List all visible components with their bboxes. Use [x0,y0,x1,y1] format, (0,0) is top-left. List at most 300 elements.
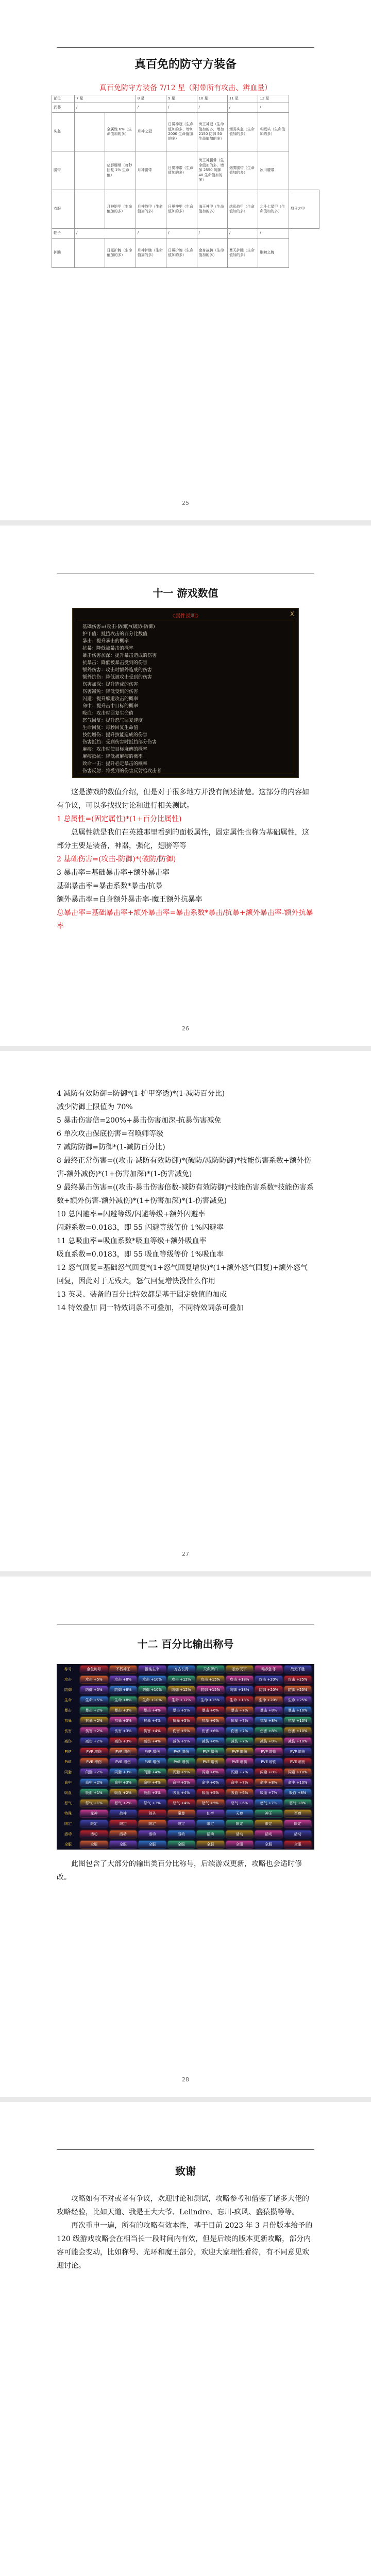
table-cell: / [166,229,197,239]
attribute-line: 麻痹抵抗：降低被麻痹的概率 [82,754,143,759]
title-badge: 抗暴 +8% [255,1717,282,1724]
table-cell: 头盔 [52,113,75,151]
formula-1-desc: 总属性就是我们在英雄那里看到的面板属性，固定属性也称为基础属性，这部分主要是装备，神器，强化，翅膀等等 [57,828,309,850]
header-cell: 7 星 [75,95,136,103]
title-badge: 减伤 +6% [197,1738,224,1745]
title-badge: 生命 +8% [110,1697,137,1704]
header-cell: 10 星 [197,95,227,103]
title-badge: 吸血 +3% [139,1789,166,1797]
title-badge: 全服 [255,1841,282,1848]
title-badge: 闪避 +5% [168,1769,195,1776]
formula-item: 4 减防有效防御=防御*(1-护甲穿透)*(1-减防百分比) [57,1090,225,1098]
title-badge: 暴击 +2% [80,1707,108,1714]
thanks-paragraph-1: 攻略如有不对或者有争议，欢迎讨论和测试，攻略参考和借鉴了诸多大佬的攻略经验，比如天道、我是王大大爷、Lelindre、忘川-疯风、盛猿攒等等。 [57,2195,309,2216]
title-badge: 命中 +7% [226,1779,254,1786]
title-badge: 限定 [226,1820,254,1827]
attribute-screenshot [72,608,299,778]
title-badge: 抗暴 +2% [80,1717,108,1724]
formula-1: 1 总属性=(固定属性)*(1+百分比属性) [57,815,182,823]
table-cell: 日冕神甲（生命值加的多） [166,190,197,229]
title-badge: 唯我独尊 [255,1666,282,1673]
table-cell: 荆棘之腕 [258,239,289,268]
title-badge: 命中 +2% [80,1779,108,1786]
attribute-line: 命中：提升击中目标的概率 [82,704,139,709]
table-cell [75,113,105,151]
title-badge: PVP 增伤 [226,1748,254,1755]
title-badge: 防御 +10% [139,1686,166,1693]
title-badge: 命中 +4% [139,1779,166,1786]
title-badge: 攻击 +15% [197,1676,224,1683]
badge-row-label: 伤害 [64,1729,72,1733]
title-badge: 减伤 +5% [168,1738,195,1745]
badge-row [57,1809,314,1819]
title-badge: 限定 [80,1820,108,1827]
title-badge: 减伤 +7% [226,1738,254,1745]
badge-row [57,1675,314,1685]
header-cell: 8 星 [136,95,166,103]
title-badge: 防御 +20% [255,1686,282,1693]
table-cell: 日冕护腕（生命值加的多） [166,239,197,268]
title-badge: 抗暴 +10% [284,1717,312,1724]
title-badge: 伤害 +7% [226,1727,254,1735]
section-title: 十二 百分比输出称号 [137,1638,234,1650]
section-title: 致谢 [175,2165,196,2177]
formula-item: 14 特效叠加 同一特效词条不可叠加，不同特效词条可叠加 [57,1304,244,1312]
title-badge: 闪避 +6% [197,1769,224,1776]
title-badge: 活动 [284,1831,312,1838]
badge-row-label: 命中 [64,1781,72,1785]
title-badge: 神王 [255,1810,282,1817]
thanks-text [57,2192,314,2273]
attribute-line: 暴击伤害加深：提升暴击造成的伤害 [82,653,157,658]
title-badge: 不朽神王 [110,1666,137,1673]
title-badge: PVE 增伤 [80,1758,108,1766]
attribute-list [77,620,294,773]
title-badge: 防御 +15% [197,1686,224,1693]
table-header-row [52,95,319,103]
formula-2: 2 基础伤害=(攻击-防御)*(破防/防御) [57,855,176,863]
title-badge: 生命 +15% [197,1697,224,1704]
table-cell: 金身战腕（生命值加的多） [197,239,227,268]
title-badge: 攻击 +25% [284,1676,312,1683]
title-badge: 限定 [139,1820,166,1827]
badge-row [57,1768,314,1777]
attribute-line: 额外抗伤：降低被攻击受到的伤害 [82,675,153,680]
title-badge: 伤害 +8% [255,1727,282,1735]
title-badge: 仙帝 [197,1810,224,1817]
formula-item: 闪避系数=0.0183，即 55 闪避等级等价 1%闪避率 [57,1224,224,1232]
table-cell: / [227,103,258,113]
table-cell: / [136,103,166,113]
title-badge: 生命 +18% [226,1697,254,1704]
table-cell: 日冕护腕（生命值加的多） [105,239,136,268]
title-badge: 限定 [284,1820,312,1827]
title-badge: PVP 增伤 [80,1748,108,1755]
badge-row [57,1737,314,1747]
title-badge: 天尊 [226,1810,254,1817]
table-cell: 月神铠甲（生命值加的多） [105,190,136,229]
table-cell: 月神护腕（生命值加的多） [136,239,166,268]
header-cell: 9 星 [166,95,197,103]
title-badge: 吸血 +1% [80,1789,108,1797]
badge-row-label: 称号 [64,1667,72,1671]
table-cell: 烟雾头盔（生命值加的多） [227,113,258,151]
attribute-line: 闪避：提升躲避攻击的概率 [82,697,139,702]
badge-row [57,1717,314,1726]
table-cell: 月神战甲（生命值加的多） [136,190,166,229]
section-title: 十一 游戏数值 [153,587,218,599]
title-badge: 攻击 +20% [255,1676,282,1683]
table-cell: / [136,229,166,239]
table-cell: 海王神腰带（生命值加的多，增加 2550 防御 40 生命值加的多） [197,151,227,190]
table-cell: 炫彩战甲（生命值加的多） [227,190,258,229]
badge-row-label: 闪避 [64,1770,72,1774]
formula-3a: 基础暴击率=暴击系数*暴击/抗暴 [57,882,163,890]
page-2 [0,526,371,1046]
table-cell: 海王神甲（生命值加的多） [197,190,227,229]
title-badge: 闪避 +8% [255,1769,282,1776]
title-badge: 闪避 +2% [80,1769,108,1776]
table-row [52,229,319,239]
title-badge: 闪避 +4% [139,1769,166,1776]
badge-row [57,1799,314,1808]
title-badge: 龙神 [80,1810,108,1817]
attribute-line: 伤害减免：降低受到的伤害 [82,689,139,694]
badge-row-label: 吸血 [64,1791,72,1795]
title-badge: PVP 增伤 [139,1748,166,1755]
formula-item: 7 减防防御=防御*(1-减防百分比) [57,1143,165,1151]
formula-3b: 额外暴击率=自身额外暴击率-魔王额外抗暴率 [57,895,203,904]
title-badge: 至尊 [284,1810,312,1817]
table-cell [75,190,105,229]
title-badge: 伤害 +3% [110,1727,137,1735]
title-badge: 命中 +6% [197,1779,224,1786]
title-badge: 万古长青 [168,1666,195,1673]
title-badge: 暴击 +8% [255,1707,282,1714]
title-badge: 防御 +25% [284,1686,312,1693]
formula-item: 5 暴击伤害倍=200%+暴击伤害加深-抗暴伤害减免 [57,1116,222,1125]
badge-row [57,1665,314,1674]
table-cell: 烟雾腰带（生命值加的多） [227,151,258,190]
title-badge: 防御 +8% [110,1686,137,1693]
title-badge: 伤害 +5% [168,1727,195,1735]
badge-row [57,1748,314,1757]
title-badge: PVE 增伤 [226,1758,254,1766]
title-badge: 全服 [110,1841,137,1848]
title-badge: 吸血 +4% [168,1789,195,1797]
title-badge: 怒气 +8% [284,1800,312,1807]
badge-row-label: 攻击 [64,1677,72,1682]
attribute-line: 伤害加深：提升造成的伤害 [82,682,139,687]
title-badge: PVP 增伤 [110,1748,137,1755]
title-badge: PVE 增伤 [110,1758,137,1766]
table-cell: 烈日之甲 [289,190,319,229]
header-cell: 部位 [52,95,75,103]
page-4 [0,1577,371,2097]
grid-caption [57,1857,314,1884]
badge-row [57,1830,314,1839]
title-badge: 暴击 +5% [168,1707,195,1714]
formula-item: 减少防御上限值为 70% [57,1103,133,1111]
badge-row [57,1706,314,1716]
title-badge: 活动 [139,1831,166,1838]
title-badge: 混沌主宰 [139,1666,166,1673]
title-badge: 闪避 +10% [284,1769,312,1776]
badge-row [57,1789,314,1798]
title-badge: 命中 +3% [110,1779,137,1786]
table-cell: 月神腰带 [136,151,166,190]
title-badge: 生命 +10% [139,1697,166,1704]
table-cell: 日冕神冠（生命值加的多，增加 2000 生命值加的多） [166,113,197,151]
title-badge: 闪避 +3% [110,1769,137,1776]
table-cell: 冰川腰带 [258,151,289,190]
title-badge: 活动 [255,1831,282,1838]
title-badge: 伤害 +2% [80,1727,108,1735]
badge-row-label: 抗暴 [64,1719,72,1723]
title-badge: 战神 [110,1810,137,1817]
page-1 [0,0,371,520]
title-badge: 金色称号 [80,1666,108,1673]
title-badge: 暴击 +3% [110,1707,137,1714]
table-cell: / [166,103,197,113]
table-cell: 腰带 [52,151,75,190]
table-cell: / [75,103,136,113]
table-cell: 日冕神带（生命值加的多） [166,151,197,190]
table-cell: / [258,229,289,239]
title-badge: PVE 增伤 [139,1758,166,1766]
title-badge: 减伤 +8% [255,1738,282,1745]
title-badge: 生命 +20% [255,1697,282,1704]
page-number: 27 [182,1551,189,1557]
formula-item: 吸血系数=0.0183，即 55 吸血等级等价 1%吸血率 [57,1250,224,1259]
title-badge: 限定 [255,1820,282,1827]
title-badge: 怒气 +4% [168,1800,195,1807]
badge-row [57,1727,314,1736]
title-badge: 攻击 +10% [139,1676,166,1683]
title-badge: PVP 增伤 [197,1748,224,1755]
game-values-text [57,786,314,933]
title-badge: 怒气 +1% [80,1800,108,1807]
attribute-line: 伤害反射：将受到的伤害反射给攻击者 [82,769,162,774]
table-row [52,151,319,190]
grid-caption-text: 此图包含了大部分的输出类百分比称号，后续游戏更新，攻略也会适时修改。 [57,1860,302,1882]
table-caption: 真百免防守方装备 7/12 星（附带所有攻击、辨血量） [99,84,272,92]
title-badge: 全服 [197,1841,224,1848]
badge-row-label: 特殊 [64,1811,72,1816]
title-badge: PVE 增伤 [168,1758,195,1766]
close-icon: X [290,611,294,618]
formula-item: 9 最终暴击伤害=((攻击-暴击伤害倍数-减防有效防御)*技能伤害系数*技能伤害系数+额外伤害-额外减伤)*(1+伤害加深)*(1-伤害减免) [57,1183,314,1205]
title-badge: 抗暴 +5% [168,1717,195,1724]
page-5 [0,2102,371,2576]
title-badge: 命中 +5% [168,1779,195,1786]
title-badge: 抗暴 +3% [110,1717,137,1724]
title-badge: 战无不胜 [284,1666,312,1673]
table-row [52,190,319,229]
title-badge: 减伤 +3% [110,1738,137,1745]
title-badge: 剑圣 [139,1810,166,1817]
table-cell: / [227,229,258,239]
badge-row [57,1840,314,1850]
table-cell: 衣服 [52,190,75,229]
attribute-line: 额外伤害：攻击时额外造成的伤害 [82,668,153,673]
formula-3c: 总暴击率=基础暴击率+额外暴击率=暴击系数*暴击/抗暴+额外暴击率-额外抗暴率 [57,909,313,930]
formula-item: 10 总闪避率=闪避等级/闪避等级+额外闪避率 [57,1210,206,1218]
screenshot-header: 《属性说明》 [170,614,201,619]
title-badge: 天命所归 [197,1666,224,1673]
attribute-line: 基础伤害=(攻击-防御)*(破防-防御) [82,624,155,630]
title-badge: 伤害 +6% [197,1727,224,1735]
title-badge: 吸血 +6% [226,1789,254,1797]
attribute-line: 怒气回复：提升怒气回复速度 [82,718,143,723]
title-badge: 伤害 +10% [284,1727,312,1735]
table-cell: 月神之冠 [136,113,166,151]
title-badge: 暴击 +6% [197,1707,224,1714]
title-badge: 抗暴 +6% [197,1717,224,1724]
table-cell: / [75,229,136,239]
table-cell: 护腕 [52,239,75,268]
title-badge: 伤害 +4% [139,1727,166,1735]
table-row [52,103,319,113]
title-badge: 全服 [226,1841,254,1848]
attribute-line: 致命一击：提升必定暴击的概率 [82,761,148,767]
title-badge: 独步天下 [226,1666,254,1673]
badge-row-label: PVE [64,1760,72,1764]
badge-row [57,1696,314,1705]
badge-row [57,1778,314,1788]
attribute-line: 抗暴：降低被暴击的概率 [82,646,134,651]
title-badge: PVP 增伤 [168,1748,195,1755]
badge-row-label: 活动 [64,1832,72,1836]
title-badge: 攻击 +18% [226,1676,254,1683]
table-cell: 全属性 6%（生命值加的多） [105,113,136,151]
title-badge: 暴击 +7% [226,1707,254,1714]
table-cell: 冬眠头（生命值加的多） [258,113,289,151]
intro-paragraph: 这是游戏的数值介绍，但是对于很多地方并没有阐述清楚。这部分的内容如有争议，可以多找找讨论和进行相关测试。 [57,788,309,810]
title-badge: 抗暴 +7% [226,1717,254,1724]
attribute-line: 抗暴击：降低被暴击受到的伤害 [82,660,148,666]
title-badge: 怒气 +3% [139,1800,166,1807]
page-number: 26 [182,1025,189,1032]
badge-row-label: 全服 [64,1842,72,1846]
title-badge: 闪避 +7% [226,1769,254,1776]
table-row [52,239,319,268]
title-badge: 怒气 +2% [110,1800,137,1807]
badge-row-label: 怒气 [64,1801,72,1805]
badge-row-label: 防御 [64,1688,72,1692]
title-badge: 减伤 +2% [80,1738,108,1745]
title-badge: 全服 [168,1841,195,1848]
badge-row-label: 暴击 [64,1708,72,1713]
title-badge: 活动 [197,1831,224,1838]
title-badge: PVP 增伤 [255,1748,282,1755]
formula-3: 3 暴击率=基础暴击率+额外暴击率 [57,869,170,877]
title-badge: 活动 [168,1831,195,1838]
badge-row-label: 限定 [64,1822,72,1826]
table-cell: 暴天护腕（生命值加的多） [227,239,258,268]
title-badge: 攻击 +12% [168,1676,195,1683]
table-cell: 海王神冠（生命值加的多，增加 2150 防御 50 生命值加的多） [197,113,227,151]
table-cell: 鞋子 [52,229,75,239]
badge-row [57,1686,314,1695]
badge-row-label: PVP [64,1750,72,1754]
title-badge: 全服 [139,1841,166,1848]
title-badge: 命中 +10% [284,1779,312,1786]
header-cell: 12 星 [258,95,289,103]
title-badge: 攻击 +5% [80,1676,108,1683]
title-badge: 怒气 +5% [197,1800,224,1807]
table-cell: 武器 [52,103,75,113]
table-row [52,113,319,151]
title-badge: 减伤 +10% [284,1738,312,1745]
title-badge: 全服 [80,1841,108,1848]
title-badge: 吸血 +2% [110,1789,137,1797]
attribute-line: 护甲值：抵挡攻击的百分比数值 [82,632,148,637]
equipment-table [52,95,319,268]
title-badge: 活动 [110,1831,137,1838]
title-badge: 防御 +18% [226,1686,254,1693]
title-badge: 暴击 +4% [139,1707,166,1714]
formula-item: 13 英灵、装备的百分比特效都是基于固定数值的加成 [57,1291,227,1299]
badge-row-label: 生命 [64,1698,72,1702]
formula-item: 11 总吸血率=吸血系数*吸血等级+额外吸血率 [57,1237,207,1245]
top-rule [57,2149,314,2150]
formula-item: 12 怒气回复=基础怒气回复*(1+怒气回复增快)*(1+额外怒气回复)+额外怒气回复，因此对于无残大，怒气回复增快没什么作用 [57,1264,308,1285]
title-badge: 吸血 +5% [197,1789,224,1797]
title-badge: 吸血 +7% [255,1789,282,1797]
top-rule [57,47,314,48]
title-badge: 攻击 +8% [110,1676,137,1683]
attribute-line: 吸血：攻击时回复生命值 [82,711,134,716]
title-badge: 怒气 +6% [226,1800,254,1807]
formula-item: 8 最终正常伤害=((攻击-减防有效防御)*(破防/减防防御)*技能伤害系数+额外伤害-额外减伤)*(1+伤害加深)*(1-伤害减免) [57,1157,311,1178]
title-badge: 防御 +5% [80,1686,108,1693]
title-badge: 限定 [110,1820,137,1827]
title-badge: PVE 增伤 [255,1758,282,1766]
title-badge-grid [57,1664,314,1850]
title-badge: 防御 +12% [168,1686,195,1693]
title-badge: 吸血 +8% [284,1789,312,1797]
attribute-line: 生命回复：每秒回复生命值 [82,725,139,731]
page-number: 25 [182,500,189,506]
table-cell [75,151,105,190]
page-number: 28 [182,2076,189,2083]
title-badge: PVE 增伤 [284,1758,312,1766]
title-badge: 限定 [168,1820,195,1827]
badge-row [57,1820,314,1829]
title-badge: 生命 +12% [168,1697,195,1704]
table-cell: 北斗七星甲（生命值加的多） [258,190,289,229]
title-badge: 抗暴 +4% [139,1717,166,1724]
title-badge: 减伤 +4% [139,1738,166,1745]
title-badge: 怒气 +7% [255,1800,282,1807]
attribute-line: 暴击：提升暴击的概率 [82,639,129,644]
title-badge: 活动 [80,1831,108,1838]
table-cell: / [197,103,227,113]
attribute-line: 麻痹：攻击时使目标麻痹的概率 [82,747,148,752]
formula-item: 6 单次攻击保底伤害=召唤师等级 [57,1130,164,1138]
header-cell: 11 星 [227,95,258,103]
title-badge: 限定 [197,1820,224,1827]
table-cell [75,239,105,268]
attribute-line: 技能增伤：提升技能造成的伤害 [82,733,148,738]
page-3 [0,1051,371,1571]
title-badge: 魔尊 [168,1810,195,1817]
page-title: 真百免的防守方装备 [134,58,237,71]
table-cell: / [258,103,289,113]
title-badge: 活动 [226,1831,254,1838]
attribute-line: 伤害抵挡：受到伤害时抵挡部分伤害 [82,740,157,745]
